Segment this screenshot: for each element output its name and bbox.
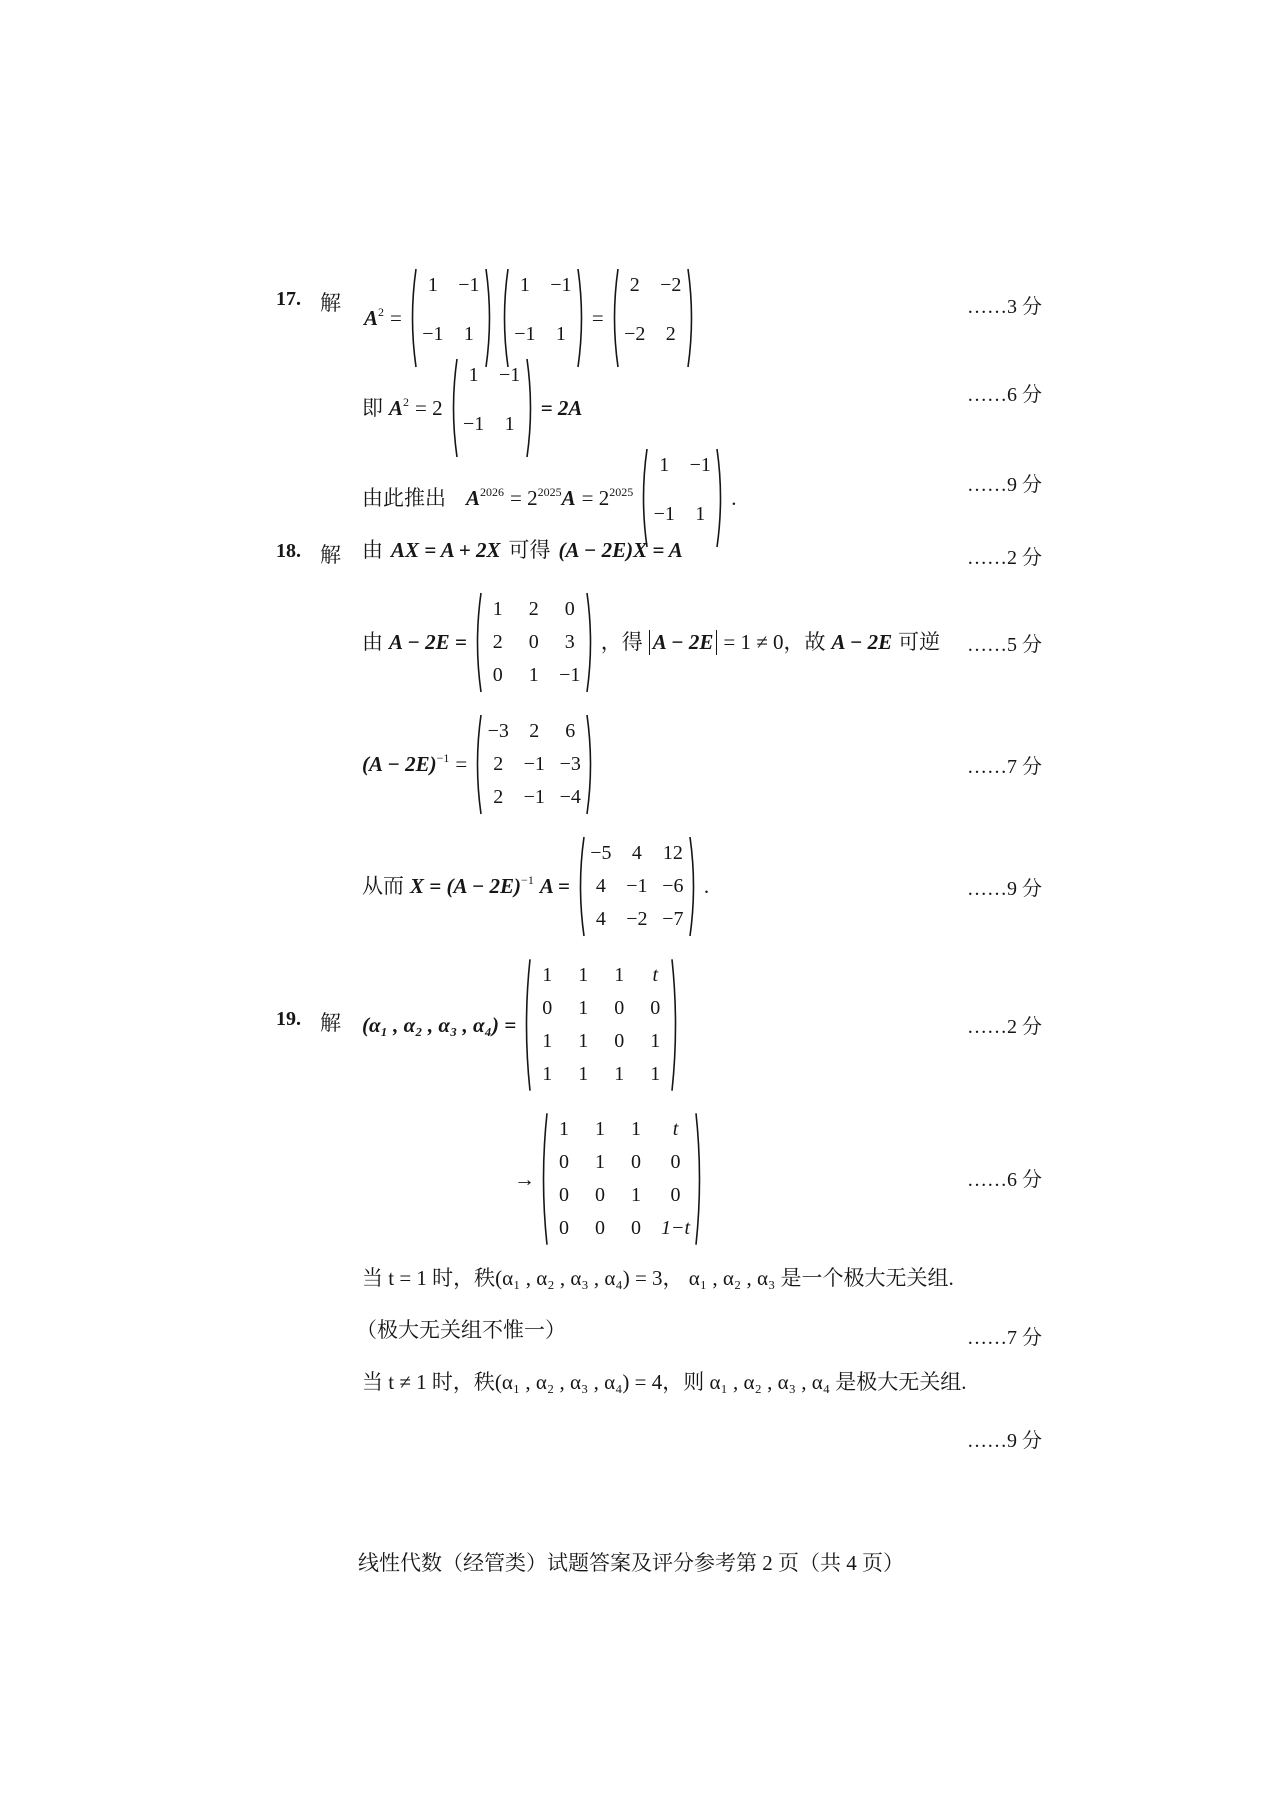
matrix-cell: 1 — [595, 1118, 605, 1140]
matrix-cell: −4 — [559, 786, 581, 808]
matrix-cell: −2 — [660, 274, 682, 296]
matrix-cell: 1 — [555, 323, 566, 345]
matrix-cell: 1 — [542, 964, 553, 986]
matrix-grid — [620, 268, 686, 368]
matrix-cell: 4 — [631, 842, 642, 864]
matrix-grid — [483, 714, 585, 815]
matrix-cell: −1 — [422, 323, 444, 345]
p17-equation-1: $A^2$ = 1 −1 −1 1 1 −1 −1 1 = 2 −2 −2 2 — [364, 268, 696, 368]
matrix-cell: 1 — [578, 1063, 589, 1085]
matrix — [539, 1112, 704, 1246]
score-marker: ……2 分 — [967, 1016, 1042, 1038]
matrix-cell: 1 — [427, 274, 438, 296]
right-paren — [484, 268, 494, 368]
matrix-cell: 1 — [578, 1030, 589, 1052]
problem-number: 17. — [276, 288, 301, 310]
matrix-cell: 0 — [614, 1030, 625, 1052]
p19-conclusion-2: 当 t ≠ 1 时，秩(α₁ , α₂ , α₃ , α₄) = 4，则 α₁ , α₂ , α₃ , α₄ 是极大无关组. — [362, 1370, 967, 1394]
arrow-icon: → — [514, 1166, 535, 1191]
matrix-cell: 0 — [542, 997, 553, 1019]
matrix-cell: −1 — [523, 786, 545, 808]
matrix-cell: 0 — [559, 1217, 569, 1239]
right-paren — [576, 268, 586, 368]
matrix — [500, 268, 586, 368]
matrix-cell: 2 — [528, 598, 539, 620]
score-marker: ……6 分 — [967, 384, 1042, 406]
matrix-grid — [418, 268, 484, 368]
matrix-cell: 1 — [528, 664, 539, 686]
matrix-grid — [483, 592, 585, 693]
matrix-cell: 1 — [631, 1118, 641, 1140]
matrix-cell: 1 — [695, 503, 706, 525]
p19-note: （极大无关组不惟一） — [356, 1318, 566, 1342]
score-marker: ……6 分 — [967, 1169, 1042, 1191]
solve-label: 解 — [320, 291, 341, 315]
matrix-cell: 1 — [614, 1063, 625, 1085]
right-paren — [525, 358, 535, 458]
matrix — [473, 714, 595, 815]
matrix-cell: −2 — [626, 908, 648, 930]
matrix-cell: 2 — [629, 274, 640, 296]
matrix-cell: 1 — [463, 323, 474, 345]
matrix — [473, 592, 595, 693]
matrix-cell: 12 — [662, 842, 683, 864]
matrix-cell: 2 — [493, 753, 504, 775]
matrix-cell: −1 — [559, 664, 581, 686]
left-paren — [473, 714, 483, 815]
left-paren — [449, 358, 459, 458]
matrix-cell: −1 — [689, 454, 711, 476]
matrix-grid — [510, 268, 576, 368]
matrix-cell: 0 — [559, 1151, 569, 1173]
matrix-cell: 1 — [650, 1030, 661, 1052]
matrix-cell: 0 — [528, 631, 539, 653]
score-marker: ……9 分 — [967, 878, 1042, 900]
matrix-cell: −3 — [487, 720, 509, 742]
matrix — [522, 958, 680, 1092]
matrix-grid — [649, 448, 715, 548]
score-marker: ……7 分 — [967, 1327, 1042, 1349]
matrix-cell: 1 — [614, 964, 625, 986]
problem-number: 18. — [276, 540, 301, 562]
right-paren — [686, 268, 696, 368]
matrix-cell: −1 — [550, 274, 572, 296]
right-paren — [585, 592, 595, 693]
matrix-cell: −1 — [514, 323, 536, 345]
right-paren — [688, 836, 698, 937]
score-marker: ……9 分 — [967, 1430, 1042, 1452]
right-paren — [694, 1112, 704, 1246]
matrix-cell: 1 — [595, 1151, 605, 1173]
matrix-cell: 1 — [519, 274, 530, 296]
matrix-cell: 4 — [595, 875, 606, 897]
matrix-cell: −5 — [590, 842, 612, 864]
right-paren — [715, 448, 725, 548]
matrix — [449, 358, 535, 458]
matrix-cell: 0 — [595, 1217, 605, 1239]
left-paren — [639, 448, 649, 548]
left-paren — [408, 268, 418, 368]
matrix — [576, 836, 698, 937]
matrix-grid — [459, 358, 525, 458]
matrix-cell: 0 — [631, 1151, 641, 1173]
left-paren — [610, 268, 620, 368]
matrix-grid — [549, 1112, 694, 1246]
matrix-cell: 1 — [504, 413, 515, 435]
p18-equation-3: $(A - 2E)^{-1}$ = −3 2 6 2 −1 −3 2 −1 −4 — [362, 714, 595, 815]
matrix-cell: 4 — [595, 908, 606, 930]
p19-equation-1: (α₁ , α₂ , α₃ , α₄) = 1 1 1 t 0 1 0 0 1 1 0 1 1 1 1 1 — [362, 958, 680, 1092]
matrix-cell: 0 — [564, 598, 575, 620]
matrix-cell: −3 — [559, 753, 581, 775]
matrix-cell: 0 — [670, 1151, 681, 1173]
determinant: A − 2E — [649, 630, 718, 654]
matrix-cell: 0 — [614, 997, 625, 1019]
p17-equation-3: 由此推出 $A^{2026}$ = $2^{2025}A$ = $2^{2025}$ 1 −1 −1 1 . — [362, 448, 736, 548]
p19-conclusion-1: 当 t = 1 时，秩(α₁ , α₂ , α₃ , α₄) = 3， α₁ , α₂ , α₃ 是一个极大无关组. — [362, 1266, 954, 1290]
matrix-cell: 0 — [595, 1184, 605, 1206]
matrix-cell: 2 — [529, 720, 540, 742]
matrix-cell: 0 — [492, 664, 503, 686]
score-marker: ……2 分 — [967, 547, 1042, 569]
matrix-cell: 3 — [564, 631, 575, 653]
matrix-cell: 2 — [492, 631, 503, 653]
score-marker: ……5 分 — [967, 634, 1042, 656]
matrix — [639, 448, 725, 548]
matrix-cell: −1 — [626, 875, 648, 897]
matrix-cell: 1 — [559, 1118, 569, 1140]
left-paren — [500, 268, 510, 368]
matrix-cell: 1 — [650, 1063, 661, 1085]
score-marker: ……3 分 — [967, 296, 1042, 318]
p18-equation-2: 由 A − 2E = 1 2 0 2 0 3 0 1 −1 ，得 A − 2E = 1 ≠ 0，故 A − 2E 可逆 — [362, 592, 940, 693]
matrix-cell: −1 — [462, 413, 485, 435]
matrix-grid — [532, 958, 670, 1092]
matrix-cell: 2 — [493, 786, 504, 808]
matrix-cell: 1 — [631, 1184, 641, 1206]
matrix-cell: −2 — [624, 323, 646, 345]
matrix-cell: −6 — [662, 875, 684, 897]
matrix-cell: 2 — [665, 323, 676, 345]
right-paren — [670, 958, 680, 1092]
left-paren — [522, 958, 532, 1092]
matrix-cell: 1 — [492, 598, 503, 620]
matrix-cell: 1 — [578, 997, 589, 1019]
matrix-cell: −1 — [458, 274, 480, 296]
matrix-cell: −7 — [662, 908, 684, 930]
p18-equation-1: 由 AX = A + 2X 可得 (A − 2E)X = A — [362, 538, 683, 562]
matrix-cell: 1 — [468, 364, 479, 386]
left-paren — [576, 836, 586, 937]
matrix-cell: t — [652, 964, 658, 986]
left-paren — [473, 592, 483, 693]
solve-label: 解 — [320, 543, 341, 567]
matrix-cell: t — [672, 1118, 679, 1140]
matrix-cell: 0 — [559, 1184, 569, 1206]
score-marker: ……7 分 — [967, 756, 1042, 778]
problem-number: 19. — [276, 1008, 301, 1030]
matrix-cell: 0 — [650, 997, 661, 1019]
p18-equation-4: 从而 $X = (A - 2E)^{-1}$ A = −5 4 12 4 −1 −6 4 −2 −7 . — [362, 836, 709, 937]
right-paren — [585, 714, 595, 815]
left-paren — [539, 1112, 549, 1246]
matrix-cell: 1−t — [661, 1217, 691, 1239]
matrix-cell: −1 — [653, 503, 675, 525]
matrix — [610, 268, 696, 368]
matrix-cell: −1 — [498, 364, 521, 386]
matrix-cell: −1 — [523, 753, 545, 775]
matrix-grid — [586, 836, 688, 937]
matrix — [408, 268, 494, 368]
score-marker: ……9 分 — [967, 474, 1042, 496]
page-footer: 线性代数（经管类）试题答案及评分参考第 2 页（共 4 页） — [358, 1551, 904, 1575]
matrix-cell: 1 — [659, 454, 670, 476]
matrix-cell: 1 — [542, 1063, 553, 1085]
p19-equation-2 — [514, 1112, 704, 1246]
matrix-cell: 1 — [542, 1030, 553, 1052]
p17-equation-2: 即 $A^2$ = 2 1 −1 −1 1 = 2A — [362, 358, 582, 458]
matrix-A: A — [364, 305, 379, 330]
matrix-cell: 0 — [670, 1184, 681, 1206]
matrix-cell: 1 — [578, 964, 589, 986]
matrix-cell: 6 — [565, 720, 576, 742]
solve-label: 解 — [320, 1011, 341, 1035]
matrix-cell: 0 — [631, 1217, 641, 1239]
